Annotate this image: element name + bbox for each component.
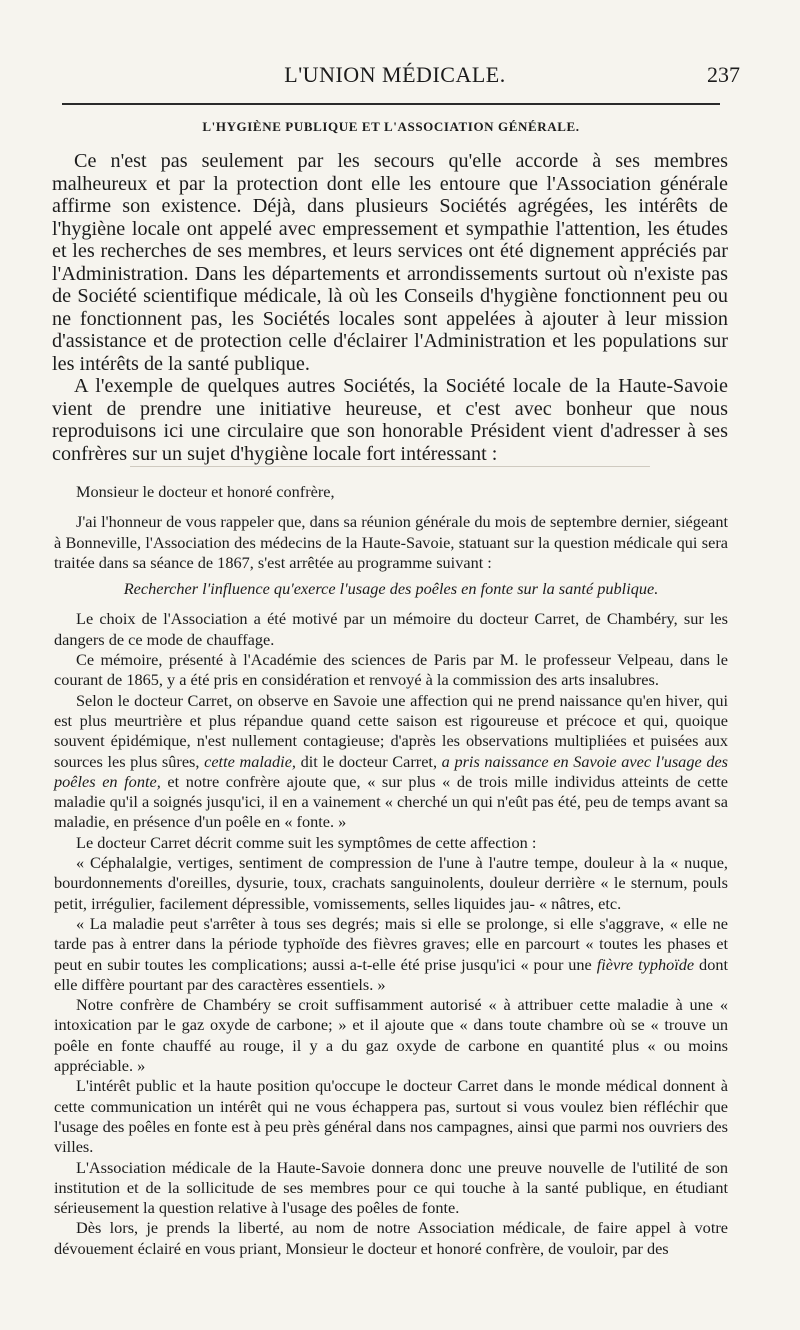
separator xyxy=(130,466,650,467)
letter-paragraph xyxy=(54,914,728,995)
letter-paragraph: Ce mémoire, présenté à l'Académie des sciences de Paris par M. le professeur Velpeau, dans le courant de 1865, y a été pris en considération et renvoyé à la commission des arts insalubres. xyxy=(54,650,728,690)
page-number: 237 xyxy=(707,62,740,87)
circular-letter xyxy=(54,482,728,1259)
text-run: « La maladie peut s'arrêter à tous ses degrés; mais si elle se prolonge, si elle s'aggrave, « elle ne tarde pas à entrer dans la période typhoïde des fièvres graves; elle en parcourt « toutes les phases et peut en subir toutes les complications; aussi a-t-elle été prise jusqu'ici « pour une xyxy=(54,913,728,974)
letter-paragraph: Dès lors, je prends la liberté, au nom de notre Association médicale, de faire appel à votre dévouement éclairé en vous priant, Monsieur le docteur et honoré confrère, de vouloir, par des xyxy=(54,1218,728,1258)
letter-paragraph: Le docteur Carret décrit comme suit les symptômes de cette affection : xyxy=(76,832,537,852)
letter-paragraph: « Céphalalgie, vertiges, sentiment de compression de l'une à l'autre tempe, douleur à la « nuque, bourdonnements d'oreilles, dysurie, toux, crachats sanguinolents, douleur derrière « le sternum, pouls petit, irrégulier, facilement dépressible, vomissements, selles liquides jau- « nâtres, etc. xyxy=(54,853,728,913)
italic-run: fièvre typhoïde xyxy=(596,954,695,974)
text-run: Selon le docteur Carret, on observe en Savoie une affection qui ne prend naissance qu'en hiver, qui est plus meurtrière et plus répandue quand cette saison est rigoureuse et précoce et qui, quoique souvent épidémique, n'est nullement contagieuse; d'après les observations multipliées et puisées aux sources les plus sûres, xyxy=(54,690,728,771)
letter-paragraph: L'Association médicale de la Haute-Savoie donnera donc une preuve nouvelle de l'utilité de son institution et de la sollicitude de ses membres pour ce qui touche à la santé publique, en étudiant sérieusement la question relative à l'usage des poêles de fonte. xyxy=(54,1157,728,1218)
letter-salutation: Monsieur le docteur et honoré confrère, xyxy=(76,482,335,501)
letter-paragraph: Le choix de l'Association a été motivé par un mémoire du docteur Carret, de Chambéry, sur les dangers de ce mode de chauffage. xyxy=(54,609,728,649)
journal-title: L'UNION MÉDICALE. xyxy=(284,62,506,87)
intro-paragraph: Ce n'est pas seulement par les secours qu'elle accorde à ses membres malheureux et par la protection dont elle les entoure que l'Association générale affirme son existence. Déjà, dans plusieurs Sociétés agrégées, les intérêts de l'hygiène locale ont appelé avec empressement et sympathie l'attention, les études et les recherches de ses membres, et leurs services ont été dignement appréciés par l'Administration. Dans les départements et arrondissements surtout où n'existe pas de Société scientifique médicale, là où les Conseils d'hygiène fonctionnent peu ou ne fonctionnent pas, les Sociétés locales sont appelées à ajouter à leur mission d'assistance et de protection celle d'éclairer l'Administration et les populations sur les intérêts de la santé publique. xyxy=(52,150,728,375)
letter-paragraph: L'intérêt public et la haute position qu'occupe le docteur Carret dans le monde médical donnent à cette communication un intérêt qui ne vous échappera pas, surtout si vous voulez bien réfléchir que l'usage des poêles en fonte est à peu près général dans nos campagnes, ainsi que parmi nos ouvriers des villes. xyxy=(54,1076,728,1157)
section-title: L'HYGIÈNE PUBLIQUE ET L'ASSOCIATION GÉNÉRALE. xyxy=(202,119,580,134)
italic-run: cette maladie, xyxy=(204,751,296,771)
italic-run: a pris naissance en Savoie avec l'usage des poêles en fonte, xyxy=(54,751,729,791)
running-head xyxy=(50,62,740,92)
letter-topic: Rechercher l'influence qu'exerce l'usage des poêles en fonte sur la santé publique. xyxy=(123,579,659,599)
text-run: et notre confrère ajoute que, « sur plus « de trois mille individus atteints de cette maladie qu'il a soignés jusqu'ici, il en a vainement « cherché un qui n'eût pas été, peu de temps avant sa maladie, en présence d'un poêle en « fonte. » xyxy=(54,771,728,832)
intro-text xyxy=(52,150,728,465)
letter-paragraph: Notre confrère de Chambéry se croit suffisamment autorisé « à attribuer cette maladie à une « intoxication par le gaz oxyde de carbone; » et il ajoute que « dans toute chambre où se « trouve un poêle en fonte chauffé au rouge, il y a du gaz oxyde de carbone en quantité plus « ou moins appréciable. » xyxy=(54,995,728,1076)
intro-paragraph: A l'exemple de quelques autres Sociétés, la Société locale de la Haute-Savoie vient de prendre une initiative heureuse, et c'est avec bonheur que nous reproduisons ici une circulaire que son honorable Président vient d'adresser à ses confrères sur un sujet d'hygiène locale fort intéressant : xyxy=(52,375,728,465)
header-rule xyxy=(62,103,720,105)
letter-paragraph: J'ai l'honneur de vous rappeler que, dans sa réunion générale du mois de septembre dernier, siégeant à Bonneville, l'Association des médecins de la Haute-Savoie, statuant sur la question médicale qui sera traitée dans sa séance de 1867, s'est arrêtée au programme suivant : xyxy=(54,512,728,572)
letter-paragraph xyxy=(54,691,728,833)
text-run: dit le docteur Carret, xyxy=(300,751,438,771)
text-run: dont elle diffère pourtant par des caractères essentiels. » xyxy=(54,954,728,994)
